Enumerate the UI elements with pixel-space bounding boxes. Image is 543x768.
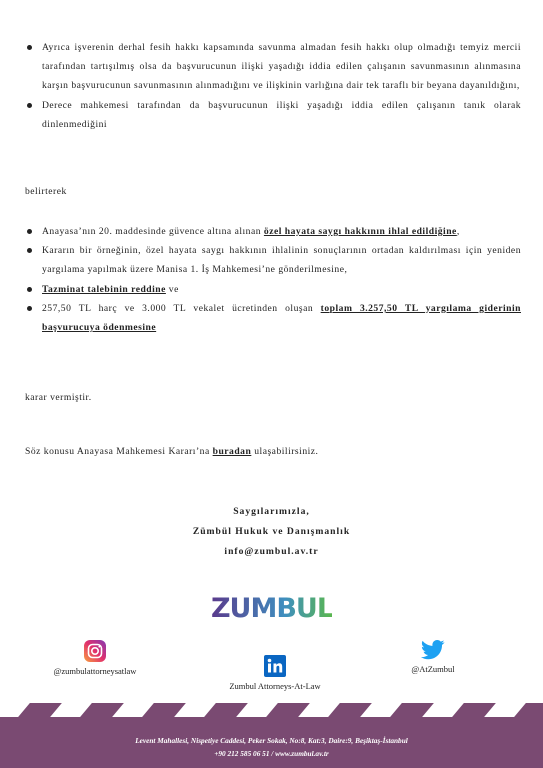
bullet-icon	[27, 103, 32, 108]
sign-email[interactable]: info@zumbul.av.tr	[224, 546, 319, 557]
signature	[0, 502, 543, 562]
twitter-icon	[421, 640, 445, 660]
belirterek-text: belirterek	[25, 186, 67, 197]
instagram-link[interactable]	[45, 640, 145, 676]
svg-text:ZUMBUL: ZUMBUL	[211, 593, 332, 622]
list-item: Anayasa’nın 20. maddesinde güvence altına alınan özel hayata saygı hakkının ihlal edildiğine,	[25, 222, 521, 241]
twitter-link[interactable]	[398, 640, 468, 674]
footer-address: Levent Mahallesi, Nispetiye Caddesi, Peker Sokak, No:8, Kat:3, Daire:9, Beşiktaş-İstanbul	[135, 736, 408, 745]
list-item: Tazminat talebinin reddine ve	[25, 280, 521, 299]
sign-firm: Zümbül Hukuk ve Danışmanlık	[192, 526, 351, 537]
linkedin-handle: Zumbul Attorneys-At-Law	[229, 681, 321, 691]
list-item: Ayrıca işverenin derhal fesih hakkı kapsamında savunma almadan fesih hakkı olup olmadığı temyiz mercii tarafından tartışılmış olsa da başvurucunun ilişki yaşadığı iddia edilen çalışanın savunmasının alınmasına karşın başvurucunun savunmasının alınmadığını ve ilişkinin varlığına dair tek taraflı bir beyana dayanıldığını,	[25, 38, 521, 96]
linkedin-link[interactable]	[210, 655, 340, 691]
decision-list	[25, 222, 521, 337]
bullet-icon	[27, 45, 32, 50]
list-item: Derece mahkemesi tarafından da başvurucunun ilişki yaşadığı iddia edilen çalışanın tanık olarak dinlenmediğini	[25, 96, 521, 134]
list-item: 257,50 TL harç ve 3.000 TL vekalet ücretinden oluşan toplam 3.257,50 TL yargılama giderinin başvurucuya ödenmesine	[25, 299, 521, 337]
karar-text: karar vermiştir.	[25, 392, 92, 403]
list-item: Kararın bir örneğinin, özel hayata saygı hakkının ihlalinin sonuçlarının ortadan kaldırılması için yeniden yargılama yapılmak üzere Manisa 1. İş Mahkemesi’ne gönderilmesine,	[25, 241, 521, 279]
source-text: Söz konusu Anayasa Mahkemesi Kararı’na buradan ulaşabilirsiniz.	[25, 446, 319, 457]
bullet-icon	[27, 287, 32, 292]
twitter-handle: @AtZumbul	[411, 664, 455, 674]
reasons-list	[25, 38, 521, 134]
zumbul-logo-icon	[212, 590, 332, 622]
footer	[0, 703, 543, 768]
footer-contact: +90 212 585 06 51 / www.zumbul.av.tr	[214, 749, 329, 758]
buradan-link[interactable]: buradan	[212, 446, 252, 457]
instagram-icon	[84, 640, 106, 662]
linkedin-icon	[264, 655, 286, 677]
bullet-icon	[27, 229, 32, 234]
zumbul-logo	[0, 590, 543, 627]
bullet-icon	[27, 248, 32, 253]
main-text	[25, 38, 521, 134]
sign-greeting: Saygılarımızla,	[233, 506, 310, 517]
bullet-icon	[27, 306, 32, 311]
instagram-handle: @zumbulattorneysatlaw	[53, 666, 137, 676]
